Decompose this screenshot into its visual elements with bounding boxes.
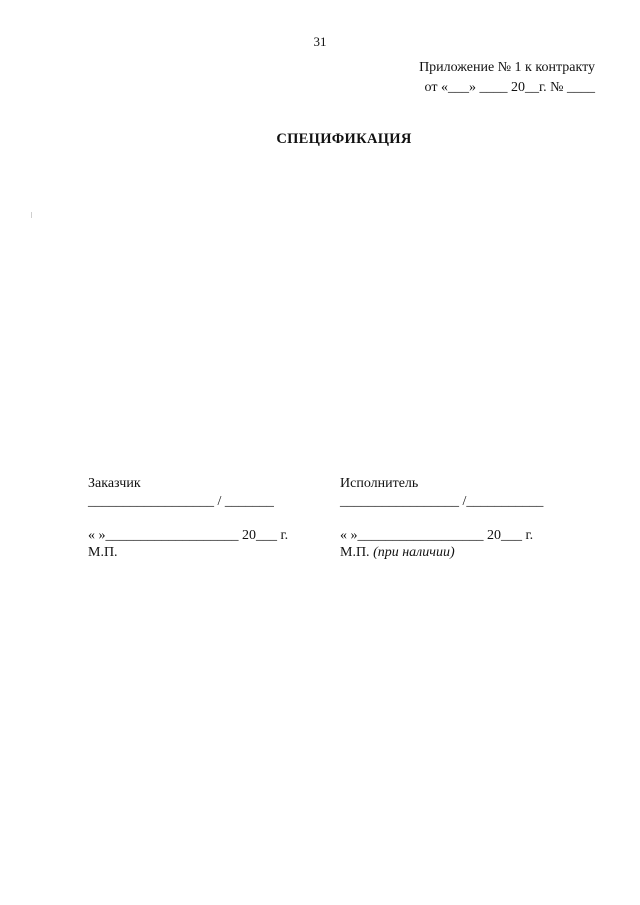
contractor-stamp-label: М.П. (340, 545, 370, 560)
appendix-reference: Приложение № 1 к контракту (419, 60, 595, 75)
margin-mark (31, 212, 32, 218)
page-number: 31 (313, 34, 327, 49)
customer-label: Заказчик (88, 476, 141, 491)
contractor-signature-line: _________________ /___________ (340, 494, 544, 509)
customer-date-line: « »___________________ 20___ г. (88, 528, 289, 543)
contractor-date-line: « »__________________ 20___ г. (340, 528, 534, 543)
contract-date-number-line: от «___» ____ 20__г. № ____ (424, 80, 595, 95)
customer-stamp-label: М.П. (88, 545, 118, 560)
contractor-label: Исполнитель (340, 476, 419, 491)
contractor-stamp-note: (при наличии) (373, 545, 455, 560)
document-title: СПЕЦИФИКАЦИЯ (276, 131, 412, 147)
contractor-stamp (340, 545, 455, 561)
customer-signature-line: __________________ / _______ (88, 494, 274, 509)
